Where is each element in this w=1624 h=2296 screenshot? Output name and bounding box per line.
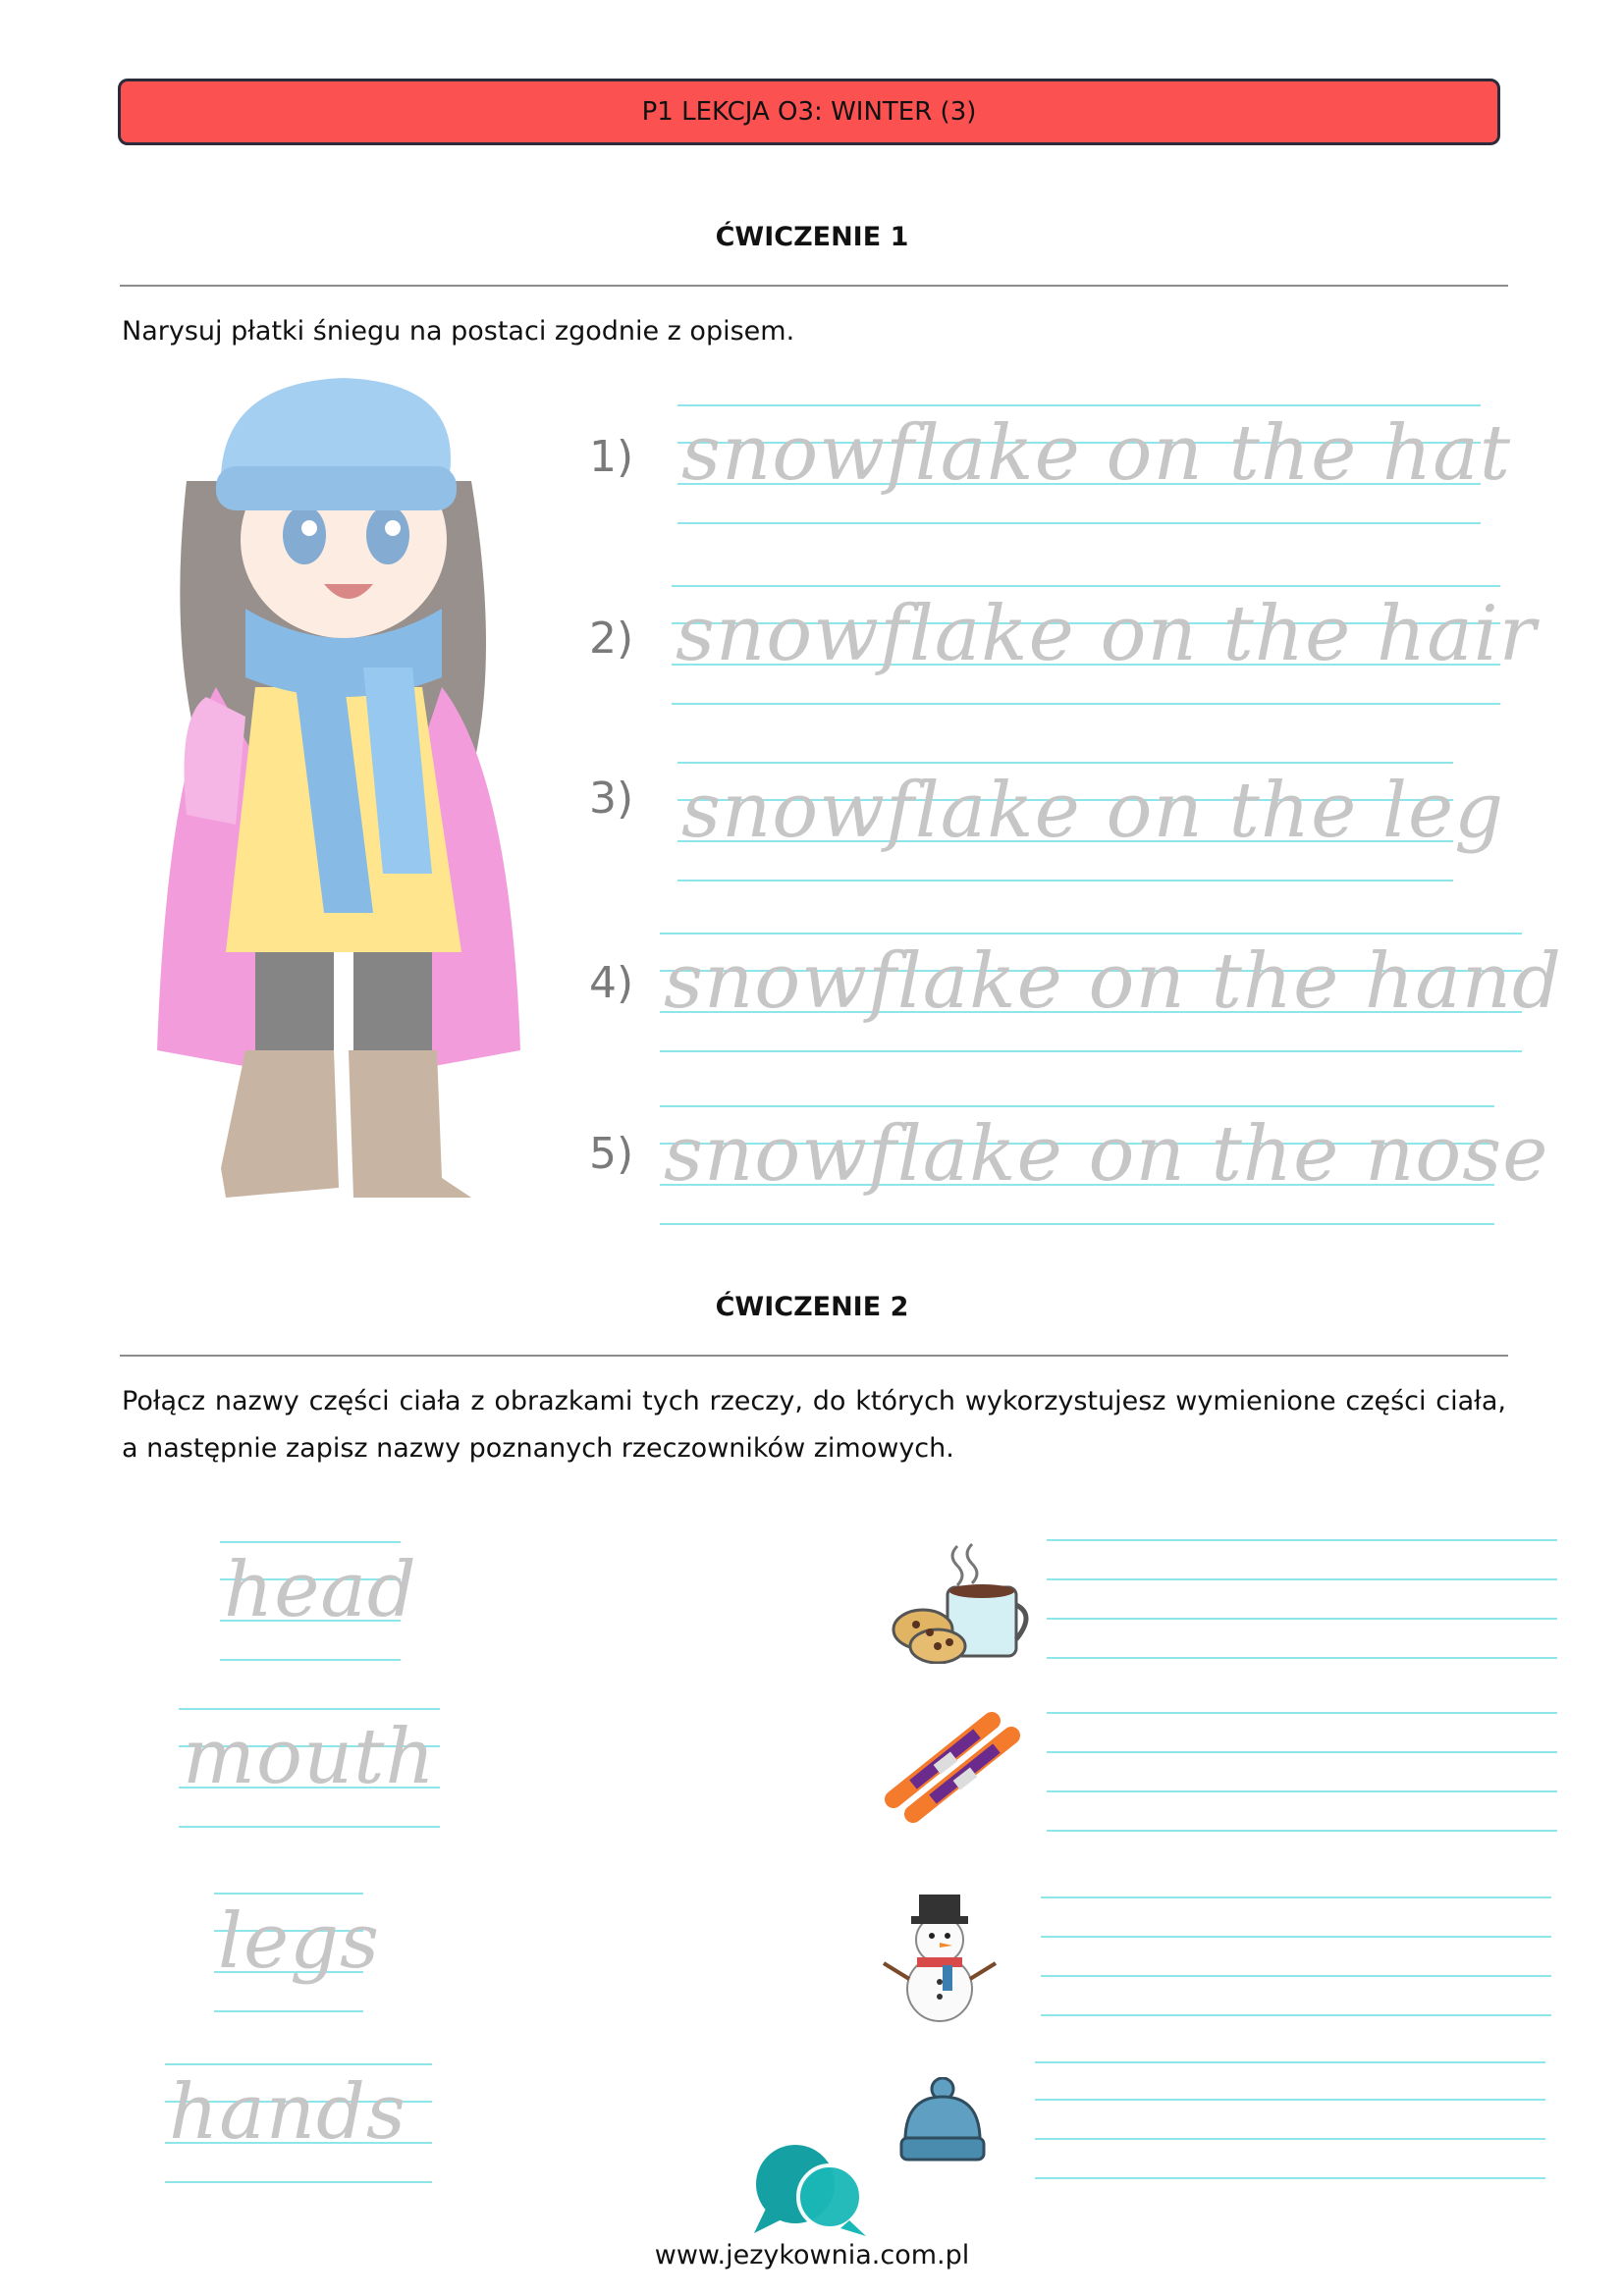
tracing-line-3: [677, 762, 1505, 883]
word-head: head: [224, 1546, 417, 1634]
answer-lines-4[interactable]: [1035, 2061, 1545, 2179]
tracing-text-3: snowflake on the leg: [681, 767, 1505, 855]
footer-website: www.jezykownia.com.pl: [654, 2240, 970, 2270]
tracing-text-5: snowflake on the nose: [664, 1110, 1549, 1199]
snowman-icon: [882, 1889, 998, 2026]
answer-lines-3[interactable]: [1041, 1896, 1551, 2034]
word-legs: legs: [218, 1897, 381, 1986]
winter-hat-icon: [895, 2077, 990, 2163]
word-tracing-mouth: [179, 1708, 440, 1830]
item-number-4: 4): [589, 958, 634, 1008]
tracing-text-2: snowflake on the hair: [676, 590, 1538, 678]
tracing-line-2: [672, 585, 1538, 707]
answer-lines-1[interactable]: [1047, 1539, 1557, 1677]
tracing-line-4: [660, 933, 1562, 1054]
jezykownia-logo: [746, 2140, 874, 2238]
divider: [120, 285, 1508, 287]
tracing-line-5: [660, 1105, 1549, 1227]
tracing-text-4: snowflake on the hand: [664, 937, 1562, 1026]
exercise-1-heading: ĆWICZENIE 1: [715, 222, 909, 252]
answer-lines-2[interactable]: [1047, 1712, 1557, 1849]
skis-icon: [884, 1706, 1021, 1824]
item-number-1: 1): [589, 432, 634, 482]
exercise-2-instruction: Połącz nazwy części ciała z obrazkami tych rzeczy, do których wykorzystujesz wymienione części ciała, a następnie zapisz nazwy poznanych rzeczowników zimowych.: [122, 1386, 1506, 1464]
word-hands: hands: [169, 2068, 406, 2157]
tracing-line-1: [677, 404, 1512, 526]
lesson-title-banner: [118, 79, 1500, 145]
word-mouth: mouth: [183, 1713, 436, 1801]
girl-in-winter-clothes-illustration: [147, 363, 540, 1227]
word-tracing-hands: [165, 2063, 432, 2185]
word-tracing-head: [220, 1541, 417, 1663]
tracing-text-1: snowflake on the hat: [681, 409, 1512, 498]
item-number-5: 5): [589, 1129, 634, 1179]
exercise-2-heading: ĆWICZENIE 2: [715, 1292, 909, 1322]
word-tracing-legs: [214, 1893, 381, 2014]
item-number-2: 2): [589, 614, 634, 664]
divider: [120, 1355, 1508, 1357]
item-number-3: 3): [589, 774, 634, 824]
lesson-title: P1 LEKCJA O3: WINTER (3): [641, 97, 977, 127]
exercise-1-instruction: Narysuj płatki śniegu na postaci zgodnie z opisem.: [122, 316, 795, 347]
hot-chocolate-icon: [889, 1536, 1036, 1664]
